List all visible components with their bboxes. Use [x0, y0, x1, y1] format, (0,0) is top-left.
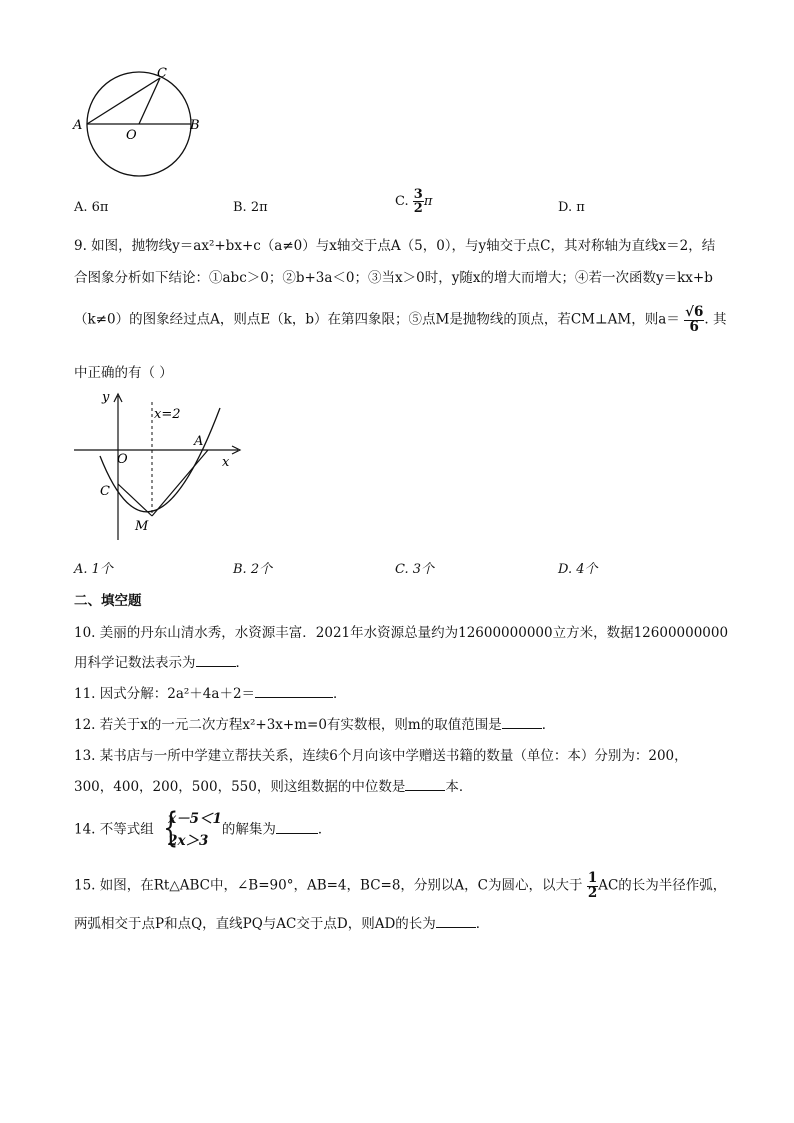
- q14-line: [74, 805, 332, 852]
- label-a: A: [73, 118, 83, 133]
- q9-fraction-num: √6: [685, 304, 704, 320]
- q15-fraction-num: 1: [587, 870, 598, 886]
- section-title: 二、填空题: [74, 593, 142, 609]
- q8-option-c-suffix: π: [423, 194, 433, 209]
- q14-end: ．: [317, 821, 332, 838]
- q8-option-c-fraction: [413, 188, 424, 215]
- q10-line-1: 10. 美丽的丹东山清水秀，水资源丰富．2021年水资源总量约为12600000000立方米，数据12600000000: [74, 625, 729, 641]
- q14-suffix: 的解集为: [221, 821, 276, 838]
- q15-fraction: [587, 872, 598, 900]
- q15-line-1: [74, 872, 726, 900]
- label-c: C: [157, 66, 167, 81]
- label-o: O: [126, 128, 137, 143]
- q9-option-a: A. 1个: [74, 562, 113, 577]
- q11-suffix: ．: [333, 686, 347, 702]
- q15-line-2: [74, 912, 489, 932]
- q9-line-4: 中正确的有（ ）: [74, 365, 173, 381]
- q10-answer-blank[interactable]: [196, 654, 236, 667]
- label-x-axis: x: [222, 455, 230, 470]
- q8-option-d: D. π: [558, 200, 585, 215]
- label-origin-o: O: [117, 452, 128, 467]
- q15-answer-blank[interactable]: [436, 915, 476, 928]
- q8-option-c-num: 3: [413, 187, 423, 202]
- q9-line-3-suffix: . 其: [704, 311, 727, 328]
- q12-prefix: 12. 若关于x的一元二次方程x²+3x+m=0有实数根，则m的取值范围是: [74, 717, 502, 733]
- q9-line-3-prefix: （k≠0）的图象经过点A，则点E（k，b）在第四象限；⑤点M是抛物线的顶点，若CM⊥AM，则a＝: [74, 311, 680, 328]
- q13-answer-blank[interactable]: [405, 778, 445, 791]
- q9-option-b: B. 2个: [233, 562, 273, 577]
- q9-line-2: 合图象分析如下结论：①abc＞0；②b+3a＜0；③当x＞0时，y随x的增大而增大；④若一次函数y＝kx+b: [74, 270, 713, 286]
- q9-option-d: D. 4个: [558, 562, 598, 577]
- q12-suffix: ．: [541, 717, 556, 733]
- circle-figure: [70, 65, 210, 185]
- label-b: B: [190, 118, 200, 133]
- q10-line-2-suffix: ．: [235, 655, 249, 671]
- q14-brace: {: [163, 805, 179, 851]
- q9-fraction-den: 6: [689, 318, 699, 335]
- q14-inequality-2: 2x＞3: [168, 833, 209, 849]
- q15-line-1-suffix: AC的长为半径作弧，: [598, 877, 727, 894]
- q13-line-1: 13. 某书店与一所中学建立帮扶关系，连续6个月向该中学赠送书籍的数量（单位：本）分别为：200，: [74, 748, 688, 764]
- q8-option-c-den: 2: [413, 201, 423, 216]
- q11-line: [74, 682, 347, 702]
- q15-line-2-suffix: ．: [475, 916, 490, 932]
- q8-option-a: A. 6π: [74, 200, 109, 215]
- label-axis-of-symmetry: x=2: [154, 407, 181, 422]
- q14-inequality-system: [158, 805, 222, 852]
- q13-line-2-prefix: 300，400，200，500，550，则这组数据的中位数是: [74, 779, 406, 795]
- q8-option-c-prefix: C.: [395, 194, 409, 209]
- q10-line-2-prefix: 用科学记数法表示为: [74, 655, 196, 671]
- q10-line-2: [74, 651, 249, 671]
- q13-line-2: [74, 775, 472, 795]
- q14-inequality-1: x－5＜1: [168, 811, 222, 827]
- q13-line-2-suffix: 本．: [445, 779, 473, 795]
- q15-line-2-prefix: 两弧相交于点P和点Q，直线PQ与AC交于点D，则AD的长为: [74, 916, 436, 932]
- parabola-figure: [70, 388, 245, 543]
- label-point-a: A: [194, 434, 204, 449]
- label-point-c: C: [100, 484, 110, 499]
- q15-fraction-den: 2: [587, 884, 598, 901]
- q11-answer-blank[interactable]: [255, 685, 333, 698]
- q12-line: [74, 713, 555, 733]
- q14-prefix: 14. 不等式组: [74, 821, 154, 838]
- q14-answer-blank[interactable]: [276, 821, 318, 834]
- q9-fraction: [684, 306, 704, 334]
- q11-prefix: 11. 因式分解：2a²＋4a＋2＝: [74, 686, 256, 702]
- segment-cm: [118, 484, 152, 516]
- q15-line-1-prefix: 15. 如图，在Rt△ABC中，∠B=90°，AB=4，BC=8，分别以A，C为圆心，以大于: [74, 877, 583, 894]
- label-y-axis: y: [102, 390, 110, 405]
- q9-option-c: C. 3个: [395, 562, 435, 577]
- label-vertex-m: M: [135, 519, 149, 534]
- segment-ma: [152, 450, 208, 516]
- q8-option-b: B. 2π: [233, 200, 268, 215]
- q9-line-1: 9. 如图，抛物线y＝ax²+bx+c（a≠0）与x轴交于点A（5，0），与y轴交于点C，其对称轴为直线x＝2，结: [74, 238, 716, 254]
- q9-line-3: [74, 306, 726, 334]
- q12-answer-blank[interactable]: [502, 716, 542, 729]
- q8-option-c: [395, 188, 432, 215]
